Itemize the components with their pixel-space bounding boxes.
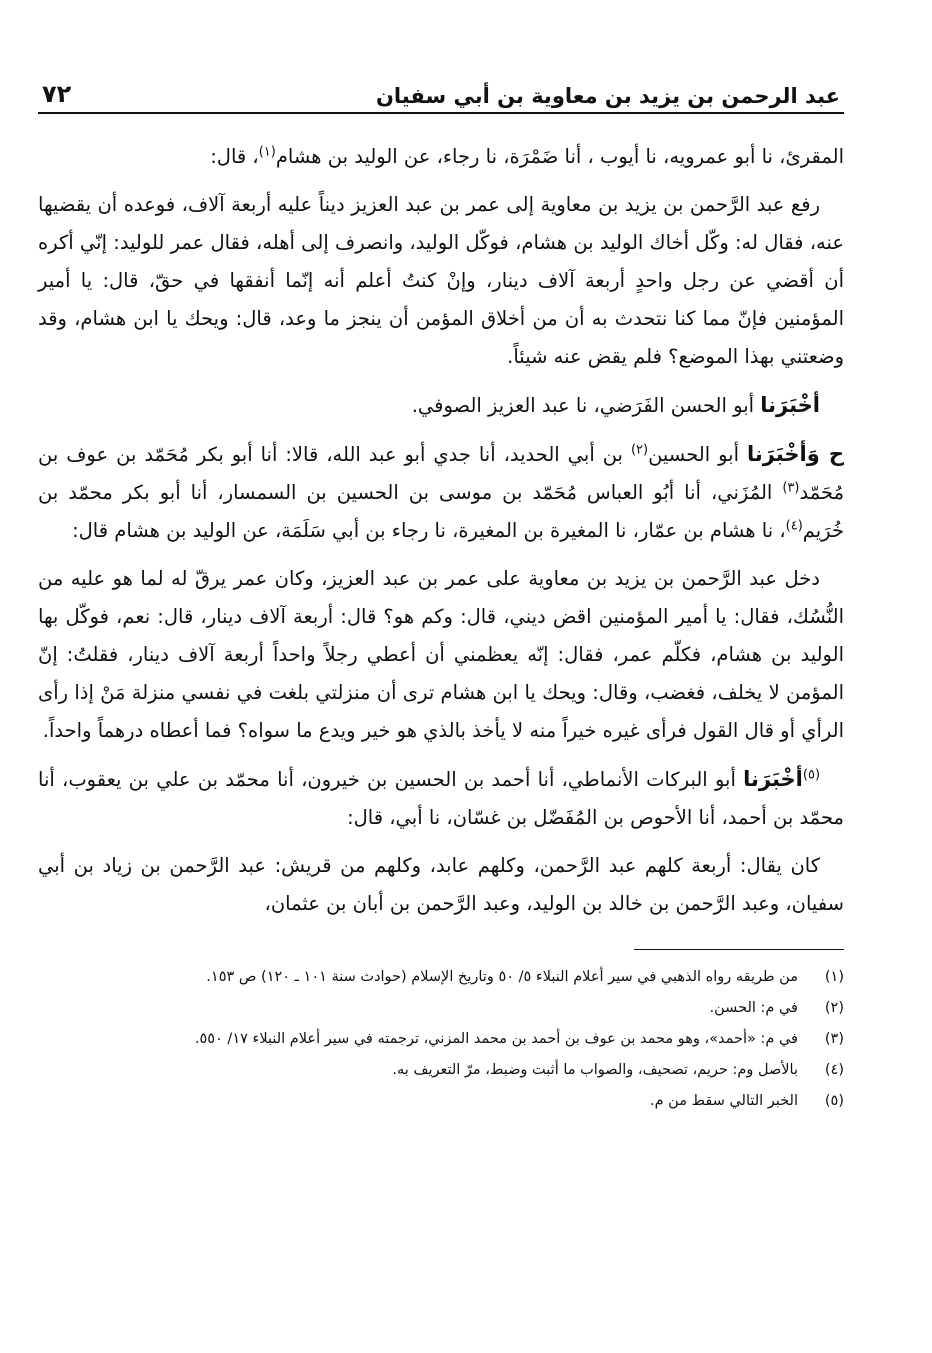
paragraph-4-part-a: أبو الحسين: [648, 443, 740, 466]
page-header: [38, 60, 844, 114]
paragraph-4: [38, 435, 844, 550]
footnote-divider: [634, 949, 844, 950]
paragraph-7: [38, 847, 844, 923]
main-text: [38, 138, 844, 923]
footnote-ref-3: (٣): [782, 480, 800, 496]
footnote-number: (٣): [824, 1031, 844, 1047]
footnote-item: [38, 993, 844, 1024]
footnote-item: [38, 1086, 844, 1117]
footnote-text: في م: الحسن.: [709, 1000, 798, 1016]
akhbarana-keyword: أخْبَرَنا: [760, 393, 820, 417]
paragraph-6: [38, 760, 844, 837]
footnote-number: (٤): [824, 1062, 844, 1078]
paragraph-5-text: دخل عبد الرَّحمن بن يزيد بن معاوية على عمر بن عبد العزيز، وكان عمر يرقّ له لما هو عليه من النُّسُك، فقال: يا أمير المؤمنين اقض ديني، قال: وكم هو؟ قال: أربعة آلاف دينار، قال: نعم، فوكّل بها الوليد بن هشام، فكلّم عمر، فقال: إنّه يعظمني أن أعطي رجلاً واحداً أربعة آلاف دينار، فقلتُ: إنّ المؤمن لا يخلف، فغضب، وقال: ويحك يا ابن هشام ترى أن منزلتي بلغت في نفسي منزلة مَنْ إذا رأى الرأي أو قال القول فرأى غيره خيراً منه لا يأخذ بالذي هو خير ويدع ما سواه؟ فما أعطاه درهماً واحداً.: [38, 567, 844, 742]
footnote-item: [38, 962, 844, 993]
akhbarana-keyword-2: أخْبَرَنا: [743, 767, 803, 791]
footnote-ref-4: (٤): [785, 518, 803, 534]
footnote-text: في م: «أحمد»، وهو محمد بن عوف بن أحمد بن محمد المزني، ترجمته في سير أعلام النبلاء ١٧/ ٥٥٠.: [194, 1031, 798, 1047]
footnote-item: [38, 1024, 844, 1055]
paragraph-4-part-d: ، نا هشام بن عمّار، نا المغيرة بن المغيرة، نا رجاء بن أبي سَلَمَة، عن الوليد بن هشام قال:: [72, 519, 786, 542]
paragraph-1-tail: ، قال:: [210, 145, 259, 168]
footnote-number: (٥): [824, 1093, 844, 1109]
paragraph-5: [38, 560, 844, 750]
paragraph-1-text: المقرئ، نا أبو عمرويه، نا أيوب ، أنا ضَمْرَة، نا رجاء، عن الوليد بن هشام: [275, 145, 844, 168]
wa-akhbarana-keyword: ح وَأخْبَرَنا: [746, 442, 844, 466]
paragraph-1: [38, 138, 844, 176]
paragraph-3: [38, 386, 844, 425]
running-title: عبد الرحمن بن يزيد بن معاوية بن أبي سفيان: [376, 84, 840, 108]
footnote-item: [38, 1055, 844, 1086]
paragraph-3-text: أبو الحسن الفَرَضي، نا عبد العزيز الصوفي.: [411, 394, 755, 417]
footnote-ref-2: (٢): [630, 442, 649, 458]
paragraph-2: [38, 186, 844, 376]
footnote-number: (١): [824, 969, 844, 985]
footnotes: [38, 962, 844, 1117]
paragraph-2-text: رفع عبد الرَّحمن بن يزيد بن معاوية إلى عمر بن عبد العزيز ديناً عليه أربعة آلاف، فوعده أن يقضيها عنه، فقال له: وكّل أخاك الوليد بن هشام، فوكّل الوليد، وانصرف إلى أهله، فقال عمر للوليد: إنّي أكره أن أقضي عن رجل واحدٍ أربعة آلاف دينار، وإنْ كنتُ أعلم أنه إنّما أنفقها في حقّ، قال: يا أمير المؤمنين فإنّ مما كنا نتحدث به أن من أخلاق المؤمن أن ينجز ما وعد، قال: ويحك يا ابن هشام، وقد وضعتني بهذا الموضع؟ فلم يقض عنه شيئاً.: [38, 193, 844, 368]
paragraph-6-text: أبو البركات الأنماطي، أنا أحمد بن الحسين بن خيرون، أنا محمّد بن علي بن يعقوب، أنا محمّد بن أحمد، أنا الأحوص بن المُفَضّل بن غسّان، نا أبي، قال:: [38, 768, 844, 829]
paragraph-4-part-b: بن أبي الحديد، أنا جدي أبو عبد الله، قالا: أنا أبو بكر مُحَمّد بن عوف بن مُحَمّد: [38, 443, 845, 504]
footnote-ref-5: (٥): [802, 767, 821, 783]
footnote-text: بالأصل وم: حريم، تصحيف، والصواب ما أثبت وضبط، مرّ التعريف به.: [392, 1062, 798, 1078]
paragraph-4-part-c: المُزَني، أنا أبُو العباس مُحَمّد بن موسى بن الحسين بن السمسار، أنا أبو بكر محمّد بن خُرَيم: [38, 481, 844, 542]
paragraph-7-text: كان يقال: أربعة كلهم عبد الرَّحمن، وكلهم عابد، وكلهم من قريش: عبد الرَّحمن بن زياد بن أبي سفيان، وعبد الرَّحمن بن خالد بن الوليد، وعبد الرَّحمن بن أبان بن عثمان،: [38, 854, 844, 915]
footnote-ref-1: (١): [258, 144, 276, 160]
page-number: ٧٢: [42, 80, 72, 108]
footnote-text: من طريقه رواه الذهبي في سير أعلام النبلاء ٥/ ٥٠ وتاريخ الإسلام (حوادث سنة ١٠١ ـ ١٢٠) ص ١٥٣.: [206, 969, 798, 985]
footnote-number: (٢): [824, 1000, 844, 1016]
footnote-text: الخبر التالي سقط من م.: [649, 1093, 798, 1109]
book-page: [38, 60, 844, 1117]
